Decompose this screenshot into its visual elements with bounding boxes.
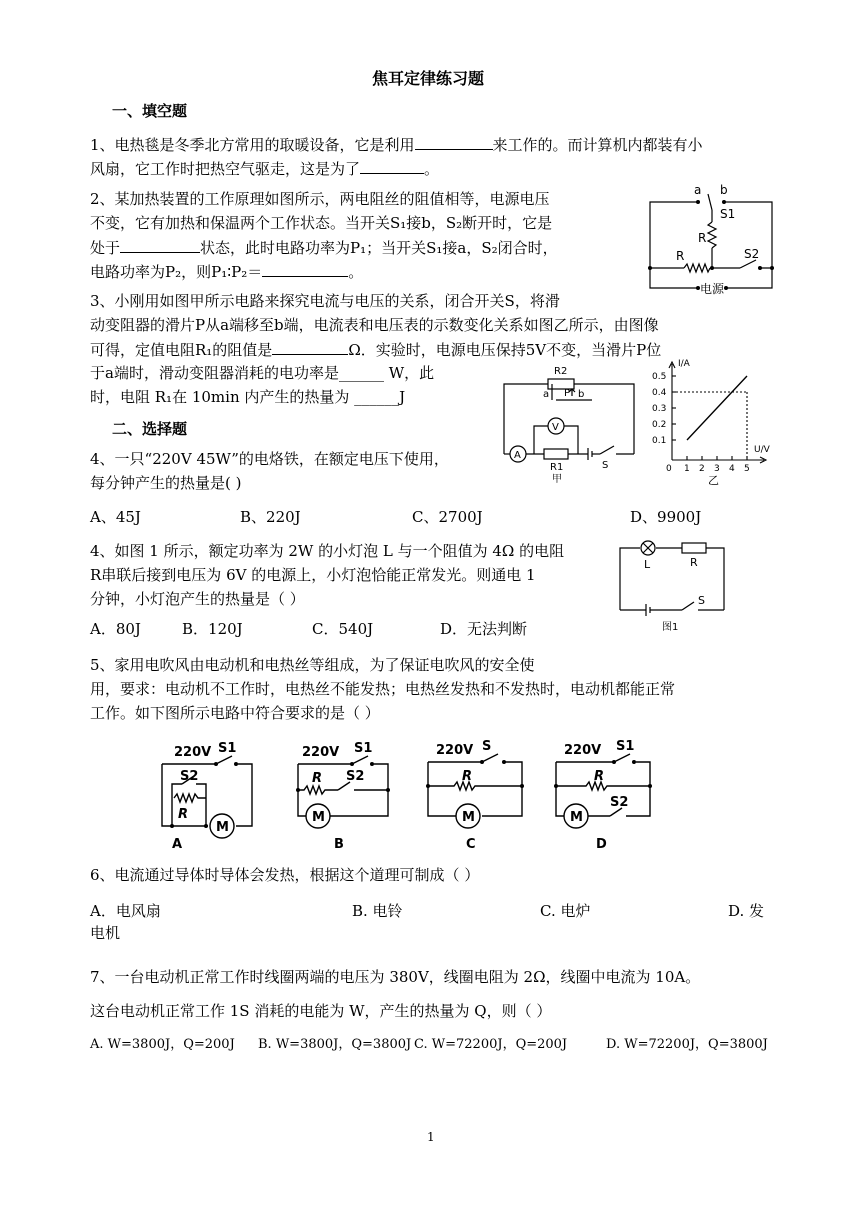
q1-line2 xyxy=(90,159,439,178)
q5-a-voltage: 220V xyxy=(174,745,212,760)
q5-b-voltage: 220V xyxy=(302,745,340,760)
q3-yi-xtick-5: 5 xyxy=(744,464,750,474)
q4b-option-d: D．无法判断 xyxy=(440,620,528,638)
q2-text-b: 状态，此时电路功率为P₁；当开关S₁接a，S₂闭合时， xyxy=(200,239,558,257)
q5-b-s1: S1 xyxy=(354,741,373,756)
q1-text-a: 1、电热毯是冬季北方常用的取暖设备，它是利用 xyxy=(90,136,415,154)
q3-jia-caption: 甲 xyxy=(552,474,562,484)
q3-line5: 时，电阻 R₁在 10min 内产生的热量为 ______J xyxy=(90,388,406,406)
q1-line1 xyxy=(90,135,703,154)
q3-yi-caption: 乙 xyxy=(708,474,719,486)
q2-fig-s1: S1 xyxy=(720,207,736,221)
q2-fig-r-mid: R xyxy=(698,231,707,245)
q5-b-s2: S2 xyxy=(346,769,365,784)
q5-c-caption: C xyxy=(466,837,476,852)
q3-blank-1 xyxy=(272,340,348,355)
q3-yi-xtick-3: 3 xyxy=(714,464,720,474)
q4b-option-c: C．540J xyxy=(312,620,374,638)
q3-yi-ytick-5: 0.1 xyxy=(652,436,667,446)
q4b-line3: 分钟，小灯泡产生的热量是（ ） xyxy=(90,590,305,608)
q6-option-d: D. 发 xyxy=(728,902,765,920)
q6-option-c: C. 电炉 xyxy=(540,902,591,920)
q4a-option-a: A、45J xyxy=(90,508,141,526)
q4b-circuit-figure xyxy=(612,534,732,634)
q3-yi-xtick-1: 1 xyxy=(684,464,690,474)
q5-figure-b xyxy=(286,736,406,852)
q2-text-d: 。 xyxy=(348,263,364,281)
q5-b-motor: M xyxy=(312,810,325,825)
q5-b-caption: B xyxy=(334,837,344,852)
q3-jia-b: b xyxy=(578,389,585,400)
q7-line1: 7、一台电动机正常工作时线圈两端的电压为 380V，线圈电阻为 2Ω，线圈中电流为 10A。 xyxy=(90,968,701,986)
q6-line1: 6、电流通过导体时导体会发热，根据这个道理可制成（ ） xyxy=(90,866,480,884)
q3-jia-p: P xyxy=(564,388,571,399)
q2-blank-1 xyxy=(120,238,200,253)
q6-option-a: A．电风扇 xyxy=(90,902,161,920)
q5-d-s1: S1 xyxy=(616,739,635,754)
q3-yi-ytick-1: 0.5 xyxy=(652,372,667,382)
q3-text-a: 可得，定值电阻R₁的阻值是 xyxy=(90,341,273,359)
q5-c-r: R xyxy=(462,769,473,784)
page-title: 焦耳定律练习题 xyxy=(372,69,485,88)
q4b-option-a: A．80J xyxy=(90,620,141,638)
q4b-fig-l: L xyxy=(644,558,651,571)
q4b-option-b: B．120J xyxy=(182,620,243,638)
q3-yi-ytick-4: 0.2 xyxy=(652,420,667,430)
q4b-fig-s: S xyxy=(698,594,705,607)
q3-line3 xyxy=(90,340,661,359)
q2-text-c: 电路功率为P₂，则P₁∶P₂＝ xyxy=(90,263,263,281)
q2-fig-b: b xyxy=(720,183,728,197)
q4a-line2: 每分钟产生的热量是( ) xyxy=(90,474,242,492)
q5-figure-d xyxy=(548,736,668,852)
q3-yi-xtick-0: 0 xyxy=(666,464,672,474)
q2-line2: 不变，它有加热和保温两个工作状态。当开关S₁接b，S₂断开时，它是 xyxy=(90,214,553,232)
q5-d-caption: D xyxy=(596,837,607,852)
q4a-line1: 4、一只“220V 45W”的电烙铁，在额定电压下使用， xyxy=(90,450,449,468)
q3-yi-xtick-2: 2 xyxy=(699,464,705,474)
q5-a-s1: S1 xyxy=(218,741,237,756)
q3-yi-ytick-2: 0.4 xyxy=(652,388,667,398)
q7-option-a: A. W=3800J，Q=200J xyxy=(90,1037,235,1052)
q1-text-c: 风扇，它工作时把热空气驱走，这是为了 xyxy=(90,160,361,178)
q5-figure-a xyxy=(150,736,270,852)
q4b-line2: R串联后接到电压为 6V 的电源上，小灯泡恰能正常发光。则通电 1 xyxy=(90,566,536,584)
q5-b-r: R xyxy=(312,771,323,786)
q3-line1: 3、小刚用如图甲所示电路来探究电流与电压的关系，闭合开关S，将滑 xyxy=(90,292,560,310)
q5-a-caption: A xyxy=(172,837,183,852)
q3-line4: 于a端时，滑动变阻器消耗的电功率是______ W，此 xyxy=(90,364,435,382)
q2-circuit-figure xyxy=(640,180,780,300)
q7-option-c: C. W=72200J，Q=200J xyxy=(414,1037,568,1052)
q2-line3 xyxy=(90,238,558,257)
q5-line2: 用，要求：电动机不工作时，电热丝不能发热；电热丝发热和不发热时，电动机都能正常 xyxy=(90,680,676,698)
section-choice-heading: 二、选择题 xyxy=(112,420,188,438)
q3-figure-jia xyxy=(496,360,646,484)
q1-blank-2 xyxy=(360,159,424,174)
q3-jia-r1: R1 xyxy=(550,462,564,473)
q3-jia-s: S xyxy=(602,460,609,471)
q4b-fig-r: R xyxy=(690,556,698,569)
q5-a-r: R xyxy=(178,807,189,822)
section-fill-heading: 一、填空题 xyxy=(112,102,188,120)
q2-line1: 2、某加热装置的工作原理如图所示，两电阻丝的阻值相等，电源电压 xyxy=(90,190,550,208)
q5-line1: 5、家用电吹风由电动机和电热丝等组成，为了保证电吹风的安全使 xyxy=(90,656,535,674)
q5-c-motor: M xyxy=(462,810,475,825)
q3-yi-xtick-4: 4 xyxy=(729,464,735,474)
q4a-option-d: D、9900J xyxy=(630,508,702,526)
q1-blank-1 xyxy=(415,135,493,150)
q5-d-s2: S2 xyxy=(610,795,629,810)
q3-jia-v: V xyxy=(552,422,559,433)
q5-a-s2: S2 xyxy=(180,769,199,784)
q1-text-b: 来工作的。而计算机内都装有小 xyxy=(492,136,703,154)
q7-option-d: D. W=72200J，Q=3800J xyxy=(606,1037,768,1052)
page-number: 1 xyxy=(427,1130,435,1144)
q7-option-b: B. W=3800J，Q=3800J xyxy=(258,1037,412,1052)
q3-yi-ytick-3: 0.3 xyxy=(652,404,667,414)
q3-figure-yi xyxy=(650,356,774,486)
q4a-option-c: C、2700J xyxy=(412,508,483,526)
q4a-option-b: B、220J xyxy=(240,508,301,526)
q6-option-d-wrap: 电机 xyxy=(90,924,121,942)
q2-text-a: 处于 xyxy=(90,239,121,257)
q4b-line1: 4、如图 1 所示，额定功率为 2W 的小灯泡 L 与一个阻值为 4Ω 的电阻 xyxy=(90,542,565,560)
q3-jia-ammeter: A xyxy=(514,450,521,461)
q2-fig-source: 电源 xyxy=(700,282,725,296)
q3-text-b: Ω．实验时，电源电压保持5V不变，当滑片P位 xyxy=(348,341,662,359)
q5-d-voltage: 220V xyxy=(564,743,602,758)
q3-jia-r2: R2 xyxy=(554,366,568,377)
q3-jia-a: a xyxy=(543,389,550,400)
q2-fig-r-left: R xyxy=(676,249,685,263)
q2-blank-2 xyxy=(262,262,348,277)
q6-option-b: B. 电铃 xyxy=(352,902,403,920)
q2-line4 xyxy=(90,262,363,281)
q3-yi-ylabel: I/A xyxy=(678,359,690,369)
q5-line3: 工作。如下图所示电路中符合要求的是（ ） xyxy=(90,704,380,722)
q5-figure-c xyxy=(420,736,540,852)
q1-text-d: 。 xyxy=(424,160,440,178)
q5-c-voltage: 220V xyxy=(436,743,474,758)
q5-d-motor: M xyxy=(570,810,583,825)
q4b-fig-caption: 图1 xyxy=(662,622,679,633)
q2-fig-a: a xyxy=(694,183,702,197)
q7-line2: 这台电动机正常工作 1S 消耗的电能为 W，产生的热量为 Q，则（ ） xyxy=(90,1002,552,1020)
q3-line2: 动变阻器的滑片P从a端移至b端，电流表和电压表的示数变化关系如图乙所示，由图像 xyxy=(90,316,659,334)
q5-d-r: R xyxy=(594,769,605,784)
q2-fig-s2: S2 xyxy=(744,247,760,261)
q5-c-s: S xyxy=(482,739,492,754)
q3-yi-xlabel: U/V xyxy=(754,445,770,455)
q5-a-motor: M xyxy=(216,820,229,835)
